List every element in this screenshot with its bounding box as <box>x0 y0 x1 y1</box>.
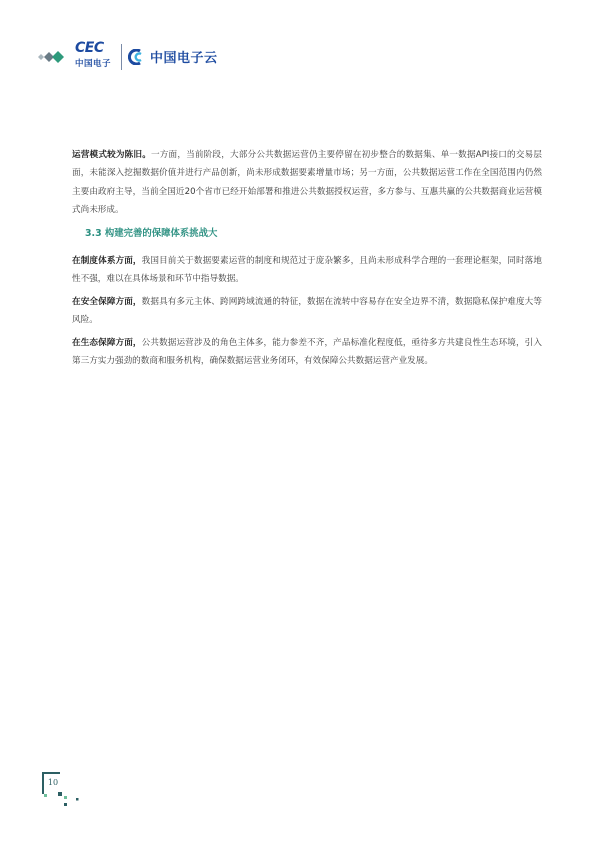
paragraph-lead: 在安全保障方面， <box>72 297 142 307</box>
paragraph-lead: 在制度体系方面， <box>72 256 142 266</box>
paragraph-institutional <box>72 252 542 289</box>
cec-logo-text: CEC <box>75 40 104 56</box>
paragraph-text: 我国目前关于数据要素运营的制度和规范过于庞杂繁多，且尚未形成科学合理的一套理论框架，同时落地性不强，难以在具体场景和环节中指导数据。 <box>72 256 542 285</box>
paragraph-text: 数据具有多元主体、跨网跨域流通的特征，数据在流转中容易存在安全边界不清，数据隐私保护难度大等风险。 <box>72 297 542 326</box>
diamond-logo-icon <box>38 48 68 66</box>
cec-logo-subtext: 中国电子 <box>75 59 112 69</box>
paragraph-text: 公共数据运营涉及的角色主体多，能力参差不齐，产品标准化程度低，亟待多方共建良性生态环境，引入第三方实力强劲的数商和服务机构，确保数据运营业务闭环，有效保障公共数据运营产业发展。 <box>72 338 542 367</box>
intro-paragraph <box>72 146 542 219</box>
paragraph-security <box>72 293 542 330</box>
cloud-logo-icon <box>128 49 146 65</box>
intro-lead: 运营模式较为陈旧。 <box>72 150 151 160</box>
header <box>0 36 600 76</box>
paragraph-lead: 在生态保障方面， <box>72 338 142 348</box>
cloud-brand-name: 中国电子云 <box>150 51 218 66</box>
cec-logo <box>75 40 117 72</box>
intro-text: 一方面，当前阶段，大部分公共数据运营仍主要停留在初步整合的数据集、单一数据API接口的交易层面，未能深入挖掘数据价值并进行产品创新，尚未形成数据要素增量市场；另一方面，公共数据运营工作在全国范围内仍然主要由政府主导，当前全国近20个省市已经开始部署和推进公共数据授权运营，多方参与、互惠共赢的公共数据商业运营模式尚未形成。 <box>72 150 542 215</box>
section-title: 3.3 构建完善的保障体系挑战大 <box>85 228 218 239</box>
paragraph-ecosystem <box>72 334 542 371</box>
logo-divider <box>121 44 122 70</box>
page-number: 10 <box>47 778 59 787</box>
